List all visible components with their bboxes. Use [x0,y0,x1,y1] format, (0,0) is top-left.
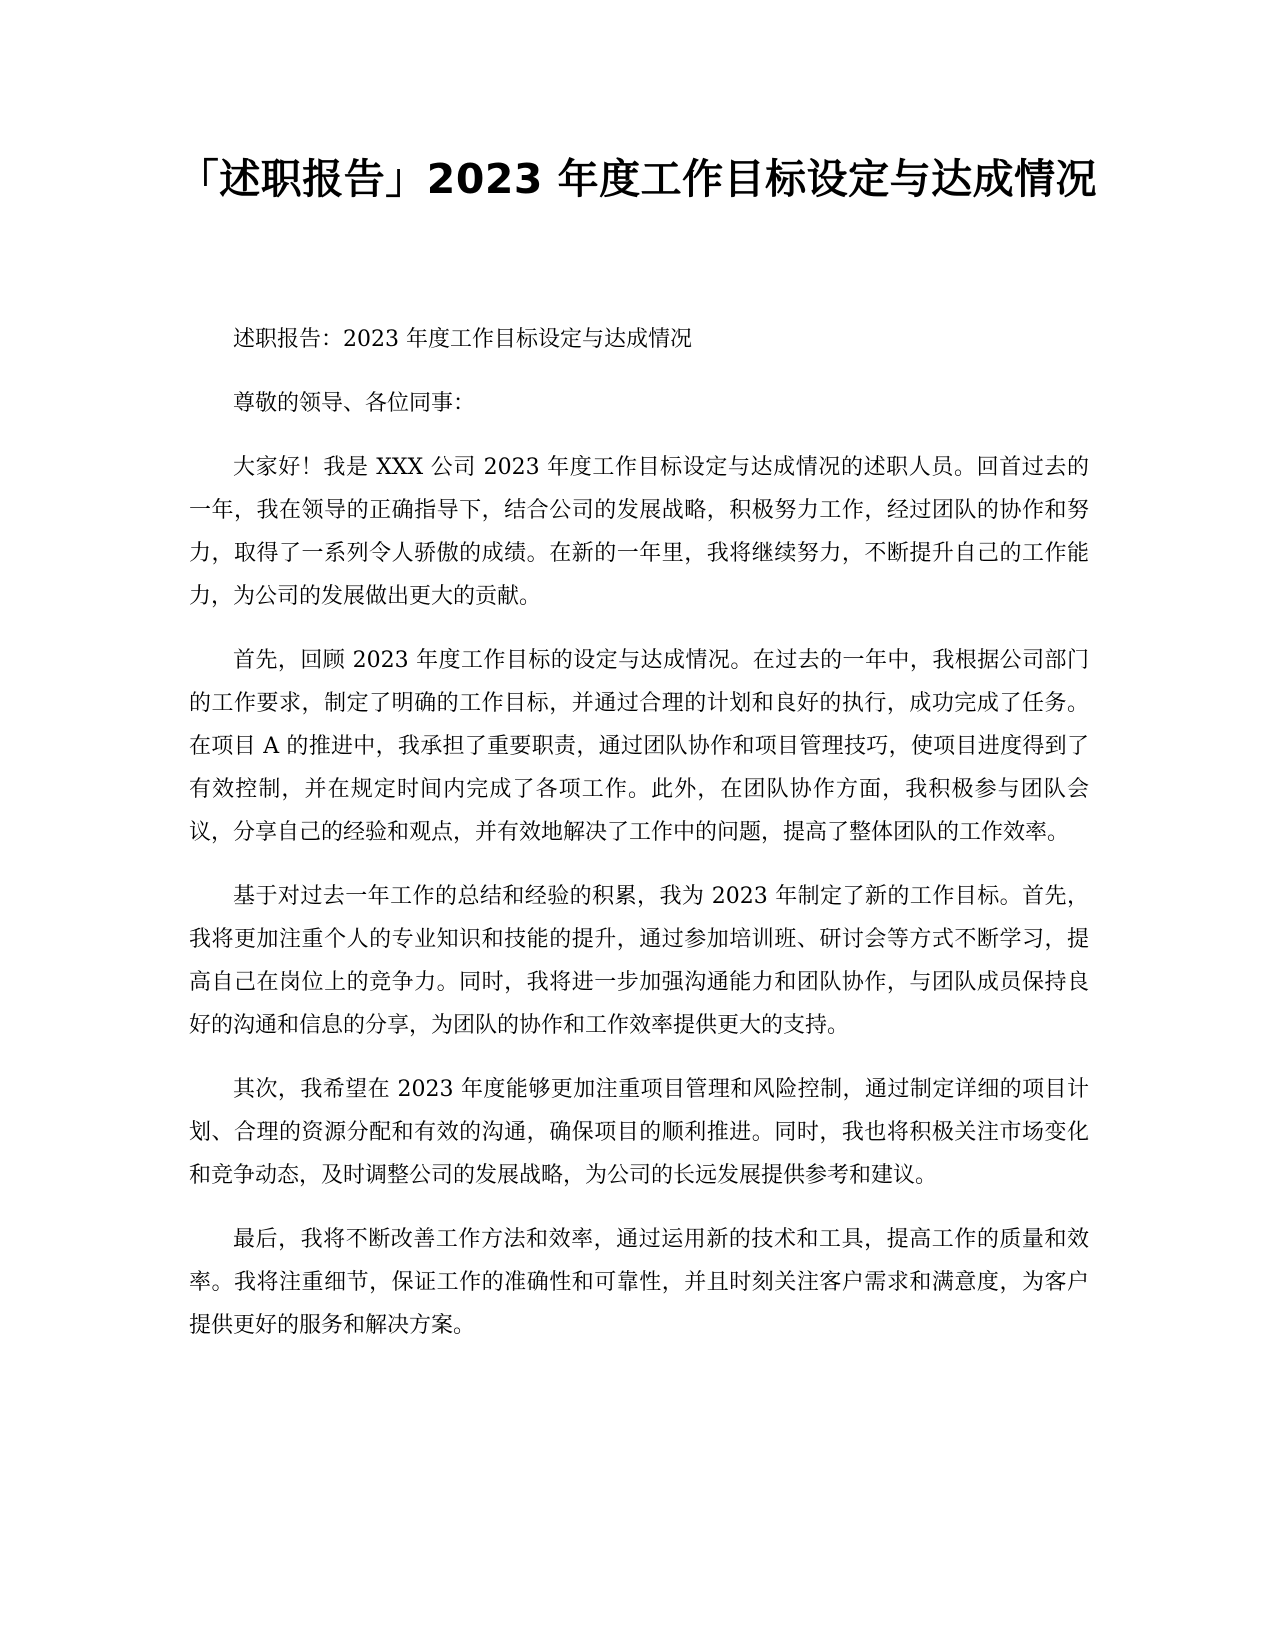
review-paragraph: 首先，回顾 2023 年度工作目标的设定与达成情况。在过去的一年中，我根据公司部门的工作要求，制定了明确的工作目标，并通过合理的计划和良好的执行，成功完成了任务。在项目 A 的推进中，我承担了重要职责，通过团队协作和项目管理技巧，使项目进度得到了有效控制，并在规定时间内完成了各项工作。此外，在团队协作方面，我积极参与团队会议，分享自己的经验和观点，并有效地解决了工作中的问题，提高了整体团队的工作效率。 [189,648,1089,845]
closing-paragraph: 最后，我将不断改善工作方法和效率，通过运用新的技术和工具，提高工作的质量和效率。我将注重细节，保证工作的准确性和可靠性，并且时刻关注客户需求和满意度，为客户提供更好的服务和解决方案。 [189,1227,1089,1338]
document-body [189,318,1089,1368]
report-subtitle-paragraph: 述职报告：2023 年度工作目标设定与达成情况 [233,327,692,352]
salutation-paragraph: 尊敬的领导、各位同事： [233,391,476,416]
project-management-paragraph: 其次，我希望在 2023 年度能够更加注重项目管理和风险控制，通过制定详细的项目计划、合理的资源分配和有效的沟通，确保项目的顺利推进。同时，我也将积极关注市场变化和竞争动态，及时调整公司的发展战略，为公司的长远发展提供参考和建议。 [189,1077,1089,1188]
intro-paragraph: 大家好！我是 XXX 公司 2023 年度工作目标设定与达成情况的述职人员。回首过去的一年，我在领导的正确指导下，结合公司的发展战略，积极努力工作，经过团队的协作和努力，取得了一系列令人骄傲的成绩。在新的一年里，我将继续努力，不断提升自己的工作能力，为公司的发展做出更大的贡献。 [189,455,1089,609]
new-goals-paragraph: 基于对过去一年工作的总结和经验的积累，我为 2023 年制定了新的工作目标。首先，我将更加注重个人的专业知识和技能的提升，通过参加培训班、研讨会等方式不断学习，提高自己在岗位上的竞争力。同时，我将进一步加强沟通能力和团队协作，与团队成员保持良好的沟通和信息的分享，为团队的协作和工作效率提供更大的支持。 [189,884,1089,1038]
document-title: 「述职报告」2023 年度工作目标设定与达成情况 [177,155,1098,203]
